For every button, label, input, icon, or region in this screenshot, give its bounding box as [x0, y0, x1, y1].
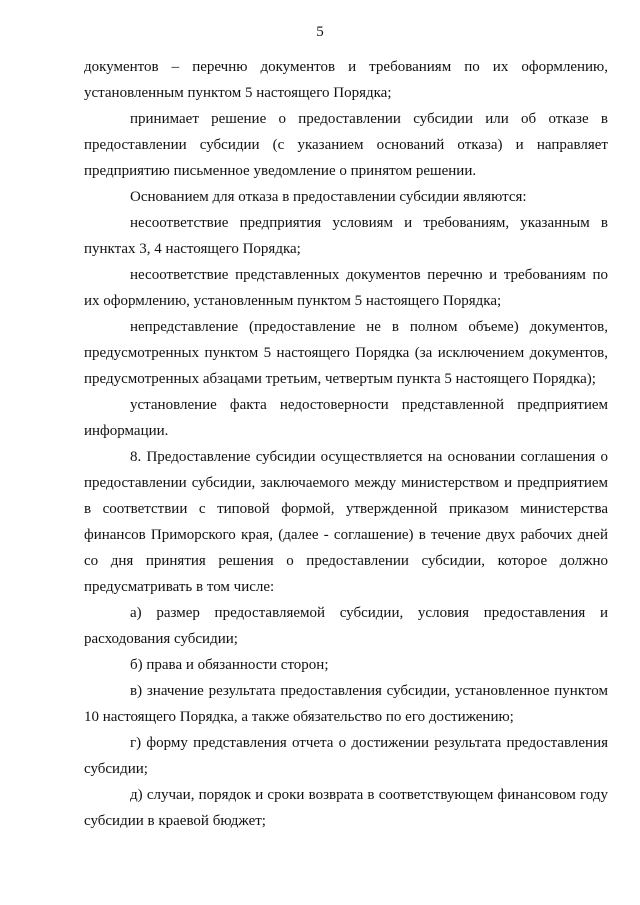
paragraph-6: непредставление (предоставление не в полном объеме) документов, предусмотренных пунктом 5 настоящего Порядка (за исключением документов, предусмотренных абзацами третьим, четвертым пункта 5 настоящего Порядка);	[84, 319, 608, 387]
paragraph-4: несоответствие предприятия условиям и требованиям, указанным в пунктах 3, 4 настоящего Порядка;	[84, 215, 608, 257]
paragraph-12: г) форму представления отчета о достижении результата предоставления субсидии;	[84, 735, 608, 777]
paragraph-10: б) права и обязанности сторон;	[130, 657, 329, 673]
paragraph-11: в) значение результата предоставления субсидии, установленное пунктом 10 настоящего Порядка, а также обязательство по его достижению;	[84, 683, 608, 725]
paragraph-7: установление факта недостоверности представленной предприятием информации.	[84, 397, 608, 439]
paragraph-1: документов – перечню документов и требованиям по их оформлению, установленным пунктом 5 настоящего Порядка;	[84, 59, 608, 101]
paragraph-2: принимает решение о предоставлении субсидии или об отказе в предоставлении субсидии (с указанием оснований отказа) и направляет предприятию письменное уведомление о принятом решении.	[84, 111, 608, 179]
paragraph-3: Основанием для отказа в предоставлении субсидии являются:	[130, 189, 527, 205]
document-body	[84, 54, 608, 834]
paragraph-9: а) размер предоставляемой субсидии, условия предоставления и расходования субсидии;	[84, 605, 608, 647]
paragraph-13: д) случаи, порядок и сроки возврата в соответствующем финансовом году субсидии в краевой бюджет;	[84, 787, 608, 829]
page-number: 5	[316, 24, 324, 40]
paragraph-8: 8. Предоставление субсидии осуществляется на основании соглашения о предоставлении субсидии, заключаемого между министерством и предприятием в соответствии с типовой формой, утвержденной приказом министерства финансов Приморского края, (далее - соглашение) в течение двух рабочих дней со дня принятия решения о предоставлении субсидии, которое должно предусматривать в том числе:	[84, 449, 608, 595]
paragraph-5: несоответствие представленных документов перечню и требованиям по их оформлению, установленным пунктом 5 настоящего Порядка;	[84, 267, 608, 309]
